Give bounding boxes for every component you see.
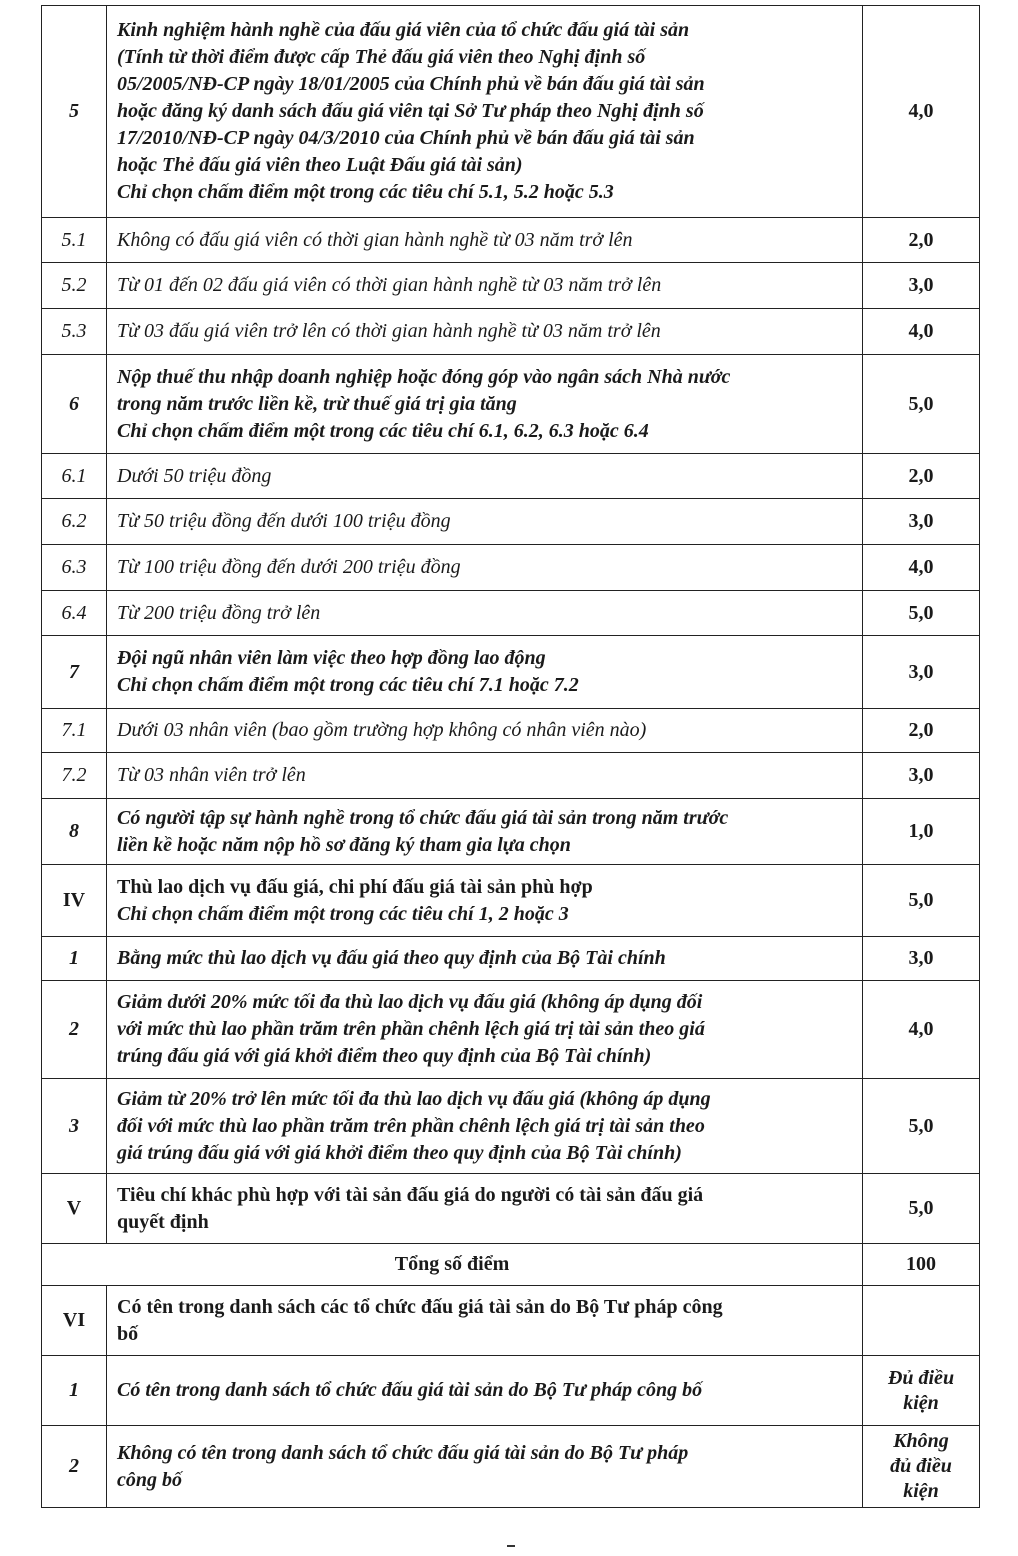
- description-line: 05/2005/NĐ-CP ngày 18/01/2005 của Chính phủ về bán đấu giá tài sản: [117, 73, 705, 95]
- max-score: 4,0: [863, 545, 980, 591]
- max-score: [863, 1286, 980, 1356]
- criterion-number: VI: [42, 1286, 107, 1356]
- criterion-description: [107, 499, 863, 545]
- criterion-number: IV: [42, 865, 107, 937]
- table-row: [42, 1174, 980, 1244]
- description-line: trúng đấu giá với giá khởi điểm theo quy định của Bộ Tài chính): [117, 1045, 652, 1067]
- page-number-mark: [507, 1545, 515, 1547]
- max-score: 5,0: [863, 1079, 980, 1174]
- max-score: 5,0: [863, 1174, 980, 1244]
- criterion-number: 6: [42, 355, 107, 454]
- criterion-description: [107, 865, 863, 937]
- table-row: [42, 218, 980, 263]
- criterion-number: 7.1: [42, 709, 107, 753]
- criterion-number: 1: [42, 1356, 107, 1426]
- description-line: Bằng mức thù lao dịch vụ đấu giá theo quy định của Bộ Tài chính: [117, 947, 666, 969]
- description-line: 17/2010/NĐ-CP ngày 04/3/2010 của Chính phủ về bán đấu giá tài sản: [117, 127, 695, 149]
- criterion-number: 5.2: [42, 263, 107, 309]
- description-line: Từ 03 nhân viên trở lên: [117, 764, 306, 786]
- max-score: 3,0: [863, 753, 980, 799]
- description-line: Tiêu chí khác phù hợp với tài sản đấu giá do người có tài sản đấu giá: [117, 1183, 704, 1206]
- criterion-number: 6.4: [42, 591, 107, 636]
- criterion-description: [107, 454, 863, 499]
- description-line: giá trúng đấu giá với giá khởi điểm theo quy định của Bộ Tài chính): [117, 1141, 682, 1164]
- max-score: 5,0: [863, 591, 980, 636]
- max-score: 2,0: [863, 218, 980, 263]
- score-line: Không: [893, 1430, 949, 1452]
- max-score: 4,0: [863, 6, 980, 218]
- criterion-description: [107, 981, 863, 1079]
- criterion-number: 5.1: [42, 218, 107, 263]
- description-line: với mức thù lao phần trăm trên phần chênh lệch giá trị tài sản theo giá: [117, 1018, 705, 1040]
- table-row: [42, 709, 980, 753]
- max-score: 2,0: [863, 709, 980, 753]
- table-body: [42, 6, 980, 1508]
- table-row: [42, 753, 980, 799]
- criterion-number: 3: [42, 1079, 107, 1174]
- criterion-description: [107, 937, 863, 981]
- table-row: [42, 454, 980, 499]
- criterion-number: 5.3: [42, 309, 107, 355]
- description-line: công bố: [117, 1468, 182, 1491]
- description-line: hoặc Thẻ đấu giá viên theo Luật Đấu giá tài sản): [117, 154, 523, 176]
- max-score: 5,0: [863, 355, 980, 454]
- criteria-score-table: [41, 5, 980, 1508]
- criterion-description: [107, 1174, 863, 1244]
- criterion-number: 7: [42, 636, 107, 709]
- description-line: Từ 100 triệu đồng đến dưới 200 triệu đồng: [117, 556, 461, 578]
- max-score: 2,0: [863, 454, 980, 499]
- description-line: bố: [117, 1322, 139, 1345]
- criterion-number: 6.1: [42, 454, 107, 499]
- description-line: Giảm từ 20% trở lên mức tối đa thù lao dịch vụ đấu giá (không áp dụng: [117, 1087, 711, 1110]
- score-line: đủ điều: [890, 1455, 952, 1477]
- total-score: 100: [863, 1244, 980, 1286]
- description-line: Không có đấu giá viên có thời gian hành nghề từ 03 năm trở lên: [117, 228, 633, 251]
- description-line: Có tên trong danh sách các tổ chức đấu giá tài sản do Bộ Tư pháp công: [117, 1295, 723, 1318]
- criterion-number: 2: [42, 1426, 107, 1508]
- criterion-number: 2: [42, 981, 107, 1079]
- criterion-description: [107, 545, 863, 591]
- criterion-description: [107, 1426, 863, 1508]
- description-line: Chỉ chọn chấm điểm một trong các tiêu chí 7.1 hoặc 7.2: [117, 674, 579, 696]
- criterion-description: [107, 309, 863, 355]
- description-line: Nộp thuế thu nhập doanh nghiệp hoặc đóng góp vào ngân sách Nhà nước: [117, 365, 731, 388]
- description-line: hoặc đăng ký danh sách đấu giá viên tại Sở Tư pháp theo Nghị định số: [117, 100, 704, 122]
- description-line: Từ 03 đấu giá viên trở lên có thời gian hành nghề từ 03 năm trở lên: [117, 320, 661, 342]
- table-row: [42, 1426, 980, 1508]
- criterion-description: [107, 636, 863, 709]
- criterion-description: [107, 1079, 863, 1174]
- description-line: Từ 200 triệu đồng trở lên: [117, 601, 321, 624]
- criterion-number: 8: [42, 799, 107, 865]
- description-line: (Tính từ thời điểm được cấp Thẻ đấu giá viên theo Nghị định số: [117, 46, 646, 68]
- max-score: 3,0: [863, 937, 980, 981]
- description-line: đối với mức thù lao phần trăm trên phần chênh lệch giá trị tài sản theo: [117, 1114, 705, 1137]
- table-row: [42, 1286, 980, 1356]
- max-score: 4,0: [863, 981, 980, 1079]
- table-row: [42, 591, 980, 636]
- table-row: [42, 6, 980, 218]
- description-line: Từ 01 đến 02 đấu giá viên có thời gian hành nghề từ 03 năm trở lên: [117, 274, 662, 296]
- table-row: [42, 263, 980, 309]
- max-score: [863, 1356, 980, 1426]
- criterion-description: [107, 753, 863, 799]
- table-row: [42, 499, 980, 545]
- criterion-description: [107, 709, 863, 753]
- criterion-description: [107, 1286, 863, 1356]
- criterion-number: 7.2: [42, 753, 107, 799]
- criterion-description: [107, 6, 863, 218]
- criterion-number: V: [42, 1174, 107, 1244]
- description-line: Dưới 03 nhân viên (bao gồm trường hợp không có nhân viên nào): [117, 719, 647, 741]
- description-line: Dưới 50 triệu đồng: [117, 464, 272, 487]
- table-row: [42, 799, 980, 865]
- criterion-number: 5: [42, 6, 107, 218]
- description-line: Thù lao dịch vụ đấu giá, chi phí đấu giá tài sản phù hợp: [117, 875, 593, 898]
- max-score: 4,0: [863, 309, 980, 355]
- max-score: [863, 1426, 980, 1508]
- score-line: kiện: [903, 1480, 939, 1502]
- criterion-description: [107, 355, 863, 454]
- table-row: [42, 1356, 980, 1426]
- description-line: Chỉ chọn chấm điểm một trong các tiêu chí 1, 2 hoặc 3: [117, 902, 569, 925]
- total-label: Tổng số điểm: [42, 1244, 863, 1286]
- description-line: Kinh nghiệm hành nghề của đấu giá viên của tổ chức đấu giá tài sản: [117, 19, 690, 41]
- table-row: [42, 636, 980, 709]
- score-line: Đủ điều: [887, 1366, 955, 1389]
- description-line: Giảm dưới 20% mức tối đa thù lao dịch vụ đấu giá (không áp dụng đối: [117, 991, 703, 1013]
- max-score: 3,0: [863, 263, 980, 309]
- description-line: Chỉ chọn chấm điểm một trong các tiêu chí 5.1, 5.2 hoặc 5.3: [117, 181, 614, 203]
- table-row: [42, 981, 980, 1079]
- description-line: Chỉ chọn chấm điểm một trong các tiêu chí 6.1, 6.2, 6.3 hoặc 6.4: [117, 419, 649, 442]
- max-score: 1,0: [863, 799, 980, 865]
- description-line: Từ 50 triệu đồng đến dưới 100 triệu đồng: [117, 510, 451, 532]
- criterion-description: [107, 1356, 863, 1426]
- description-line: Có người tập sự hành nghề trong tổ chức đấu giá tài sản trong năm trước: [117, 806, 729, 829]
- criterion-description: [107, 218, 863, 263]
- table-row: [42, 937, 980, 981]
- criterion-number: 6.3: [42, 545, 107, 591]
- max-score: 5,0: [863, 865, 980, 937]
- table-row: [42, 545, 980, 591]
- description-line: Đội ngũ nhân viên làm việc theo hợp đồng lao động: [117, 647, 546, 669]
- description-line: Có tên trong danh sách tổ chức đấu giá tài sản do Bộ Tư pháp công bố: [117, 1379, 703, 1401]
- max-score: 3,0: [863, 636, 980, 709]
- description-line: trong năm trước liền kề, trừ thuế giá trị gia tăng: [117, 392, 517, 415]
- criterion-number: 1: [42, 937, 107, 981]
- criterion-number: 6.2: [42, 499, 107, 545]
- description-line: liền kề hoặc năm nộp hồ sơ đăng ký tham gia lựa chọn: [117, 833, 571, 856]
- max-score: 3,0: [863, 499, 980, 545]
- table-row: [42, 1079, 980, 1174]
- description-line: Không có tên trong danh sách tổ chức đấu giá tài sản do Bộ Tư pháp: [117, 1441, 689, 1464]
- table-row: [42, 355, 980, 454]
- criterion-description: [107, 799, 863, 865]
- table-row: [42, 865, 980, 937]
- description-line: quyết định: [117, 1210, 209, 1233]
- criterion-description: [107, 591, 863, 636]
- table-row: [42, 309, 980, 355]
- score-line: kiện: [903, 1391, 939, 1414]
- criterion-description: [107, 263, 863, 309]
- total-row: [42, 1244, 980, 1286]
